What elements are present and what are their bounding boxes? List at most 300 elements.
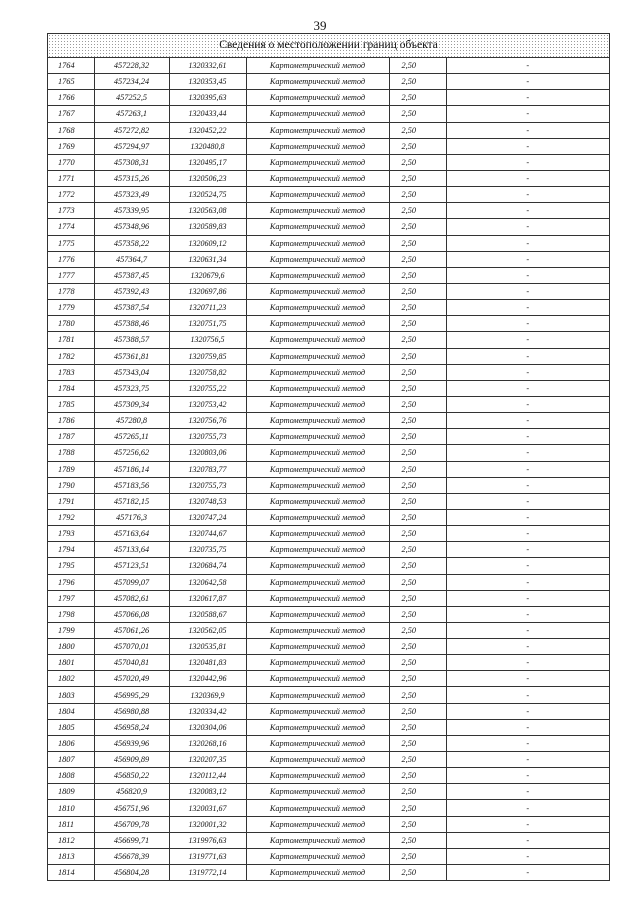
method-cell: Картометрический метод (246, 590, 389, 606)
table-row (48, 655, 609, 671)
table-row (48, 58, 609, 74)
y-coordinate-cell: 1320562,05 (169, 622, 246, 638)
method-cell: Картометрический метод (246, 639, 389, 655)
description-cell: - (446, 768, 609, 784)
method-cell: Картометрический метод (246, 493, 389, 509)
x-coordinate-cell: 457387,54 (94, 300, 169, 316)
description-cell: - (446, 848, 609, 864)
point-number-cell: 1811 (48, 816, 94, 832)
accuracy-cell: 2,50 (389, 170, 446, 186)
accuracy-cell: 2,50 (389, 429, 446, 445)
point-number-cell: 1803 (48, 687, 94, 703)
y-coordinate-cell: 1319976,63 (169, 832, 246, 848)
accuracy-cell: 2,50 (389, 203, 446, 219)
accuracy-cell: 2,50 (389, 235, 446, 251)
description-cell: - (446, 606, 609, 622)
y-coordinate-cell: 1320697,86 (169, 283, 246, 299)
table-row (48, 364, 609, 380)
table-row (48, 542, 609, 558)
table-row (48, 558, 609, 574)
y-coordinate-cell: 1320304,06 (169, 719, 246, 735)
method-cell: Картометрический метод (246, 800, 389, 816)
accuracy-cell: 2,50 (389, 784, 446, 800)
description-cell: - (446, 364, 609, 380)
method-cell: Картометрический метод (246, 848, 389, 864)
x-coordinate-cell: 456939,96 (94, 735, 169, 751)
point-number-cell: 1805 (48, 719, 94, 735)
method-cell: Картометрический метод (246, 332, 389, 348)
y-coordinate-cell: 1320481,83 (169, 655, 246, 671)
point-number-cell: 1775 (48, 235, 94, 251)
description-cell: - (446, 170, 609, 186)
x-coordinate-cell: 456820,9 (94, 784, 169, 800)
y-coordinate-cell: 1320207,35 (169, 752, 246, 768)
x-coordinate-cell: 457163,64 (94, 526, 169, 542)
accuracy-cell: 2,50 (389, 816, 446, 832)
point-number-cell: 1801 (48, 655, 94, 671)
y-coordinate-cell: 1320783,77 (169, 461, 246, 477)
table-row (48, 461, 609, 477)
table-row (48, 606, 609, 622)
point-number-cell: 1780 (48, 316, 94, 332)
table-row (48, 639, 609, 655)
method-cell: Картометрический метод (246, 138, 389, 154)
description-cell: - (446, 800, 609, 816)
x-coordinate-cell: 457061,26 (94, 622, 169, 638)
table-row (48, 122, 609, 138)
point-number-cell: 1785 (48, 396, 94, 412)
table-row (48, 138, 609, 154)
x-coordinate-cell: 457265,11 (94, 429, 169, 445)
x-coordinate-cell: 457272,82 (94, 122, 169, 138)
description-cell: - (446, 413, 609, 429)
accuracy-cell: 2,50 (389, 348, 446, 364)
accuracy-cell: 2,50 (389, 267, 446, 283)
point-number-cell: 1786 (48, 413, 94, 429)
accuracy-cell: 2,50 (389, 380, 446, 396)
y-coordinate-cell: 1320679,6 (169, 267, 246, 283)
method-cell: Картометрический метод (246, 445, 389, 461)
y-coordinate-cell: 1320480,8 (169, 138, 246, 154)
x-coordinate-cell: 457133,64 (94, 542, 169, 558)
y-coordinate-cell: 1320442,96 (169, 671, 246, 687)
description-cell: - (446, 542, 609, 558)
x-coordinate-cell: 457228,32 (94, 58, 169, 74)
accuracy-cell: 2,50 (389, 687, 446, 703)
table-row (48, 445, 609, 461)
description-cell: - (446, 493, 609, 509)
table-row (48, 106, 609, 122)
y-coordinate-cell: 1319771,63 (169, 848, 246, 864)
accuracy-cell: 2,50 (389, 316, 446, 332)
y-coordinate-cell: 1320001,32 (169, 816, 246, 832)
method-cell: Картометрический метод (246, 526, 389, 542)
accuracy-cell: 2,50 (389, 558, 446, 574)
y-coordinate-cell: 1320332,61 (169, 58, 246, 74)
description-cell: - (446, 461, 609, 477)
table-row (48, 316, 609, 332)
point-number-cell: 1794 (48, 542, 94, 558)
point-number-cell: 1797 (48, 590, 94, 606)
table-row (48, 574, 609, 590)
y-coordinate-cell: 1320755,22 (169, 380, 246, 396)
table-row (48, 187, 609, 203)
point-number-cell: 1799 (48, 622, 94, 638)
table-row (48, 622, 609, 638)
point-number-cell: 1808 (48, 768, 94, 784)
x-coordinate-cell: 457388,57 (94, 332, 169, 348)
method-cell: Картометрический метод (246, 413, 389, 429)
point-number-cell: 1773 (48, 203, 94, 219)
table-row (48, 300, 609, 316)
accuracy-cell: 2,50 (389, 364, 446, 380)
method-cell: Картометрический метод (246, 170, 389, 186)
table-row (48, 413, 609, 429)
x-coordinate-cell: 457294,97 (94, 138, 169, 154)
accuracy-cell: 2,50 (389, 542, 446, 558)
accuracy-cell: 2,50 (389, 283, 446, 299)
method-cell: Картометрический метод (246, 380, 389, 396)
description-cell: - (446, 316, 609, 332)
point-number-cell: 1790 (48, 477, 94, 493)
description-cell: - (446, 283, 609, 299)
table-row (48, 283, 609, 299)
x-coordinate-cell: 457348,96 (94, 219, 169, 235)
table-row (48, 90, 609, 106)
description-cell: - (446, 251, 609, 267)
accuracy-cell: 2,50 (389, 58, 446, 74)
y-coordinate-cell: 1320753,42 (169, 396, 246, 412)
x-coordinate-cell: 457176,3 (94, 509, 169, 525)
table-row (48, 671, 609, 687)
point-number-cell: 1792 (48, 509, 94, 525)
table-row (48, 348, 609, 364)
y-coordinate-cell: 1320803,06 (169, 445, 246, 461)
method-cell: Картометрический метод (246, 106, 389, 122)
method-cell: Картометрический метод (246, 461, 389, 477)
method-cell: Картометрический метод (246, 154, 389, 170)
table-row (48, 493, 609, 509)
table-row (48, 396, 609, 412)
description-cell: - (446, 90, 609, 106)
accuracy-cell: 2,50 (389, 752, 446, 768)
y-coordinate-cell: 1320759,85 (169, 348, 246, 364)
accuracy-cell: 2,50 (389, 574, 446, 590)
x-coordinate-cell: 456980,88 (94, 703, 169, 719)
y-coordinate-cell: 1320631,34 (169, 251, 246, 267)
description-cell: - (446, 832, 609, 848)
point-number-cell: 1764 (48, 58, 94, 74)
x-coordinate-cell: 457252,5 (94, 90, 169, 106)
x-coordinate-cell: 457183,56 (94, 477, 169, 493)
accuracy-cell: 2,50 (389, 671, 446, 687)
method-cell: Картометрический метод (246, 752, 389, 768)
table-row (48, 687, 609, 703)
description-cell: - (446, 735, 609, 751)
accuracy-cell: 2,50 (389, 154, 446, 170)
point-number-cell: 1768 (48, 122, 94, 138)
x-coordinate-cell: 457099,07 (94, 574, 169, 590)
description-cell: - (446, 445, 609, 461)
table-row (48, 590, 609, 606)
x-coordinate-cell: 457343,04 (94, 364, 169, 380)
y-coordinate-cell: 1320334,42 (169, 703, 246, 719)
table-row (48, 203, 609, 219)
description-cell: - (446, 816, 609, 832)
accuracy-cell: 2,50 (389, 300, 446, 316)
description-cell: - (446, 300, 609, 316)
point-number-cell: 1807 (48, 752, 94, 768)
y-coordinate-cell: 1320756,5 (169, 332, 246, 348)
method-cell: Картометрический метод (246, 509, 389, 525)
y-coordinate-cell: 1320524,75 (169, 187, 246, 203)
description-cell: - (446, 58, 609, 74)
y-coordinate-cell: 1320506,23 (169, 170, 246, 186)
method-cell: Картометрический метод (246, 348, 389, 364)
x-coordinate-cell: 457323,75 (94, 380, 169, 396)
description-cell: - (446, 509, 609, 525)
accuracy-cell: 2,50 (389, 493, 446, 509)
table-row (48, 219, 609, 235)
point-number-cell: 1814 (48, 865, 94, 881)
point-number-cell: 1789 (48, 461, 94, 477)
accuracy-cell: 2,50 (389, 832, 446, 848)
method-cell: Картометрический метод (246, 671, 389, 687)
accuracy-cell: 2,50 (389, 526, 446, 542)
point-number-cell: 1766 (48, 90, 94, 106)
point-number-cell: 1774 (48, 219, 94, 235)
method-cell: Картометрический метод (246, 122, 389, 138)
x-coordinate-cell: 456850,22 (94, 768, 169, 784)
method-cell: Картометрический метод (246, 300, 389, 316)
method-cell: Картометрический метод (246, 58, 389, 74)
description-cell: - (526, 868, 530, 878)
x-coordinate-cell: 457358,22 (94, 235, 169, 251)
method-cell: Картометрический метод (246, 235, 389, 251)
y-coordinate-cell: 1320748,53 (169, 493, 246, 509)
point-number-cell: 1769 (48, 138, 94, 154)
accuracy-cell: 2,50 (389, 461, 446, 477)
point-number-cell: 1781 (48, 332, 94, 348)
table-row (48, 735, 609, 751)
x-coordinate-cell: 457123,51 (94, 558, 169, 574)
method-cell: Картометрический метод (246, 267, 389, 283)
accuracy-cell: 2,50 (389, 655, 446, 671)
method-cell: Картометрический метод (246, 558, 389, 574)
x-coordinate-cell: 457186,14 (94, 461, 169, 477)
point-number-cell: 1771 (48, 170, 94, 186)
accuracy-cell: 2,50 (389, 106, 446, 122)
y-coordinate-cell: 1320031,67 (169, 800, 246, 816)
method-cell: Картометрический метод (246, 606, 389, 622)
point-number-cell: 1778 (48, 283, 94, 299)
method-cell: Картометрический метод (246, 816, 389, 832)
accuracy-cell: 2,50 (389, 590, 446, 606)
method-cell: Картометрический метод (246, 622, 389, 638)
y-coordinate-cell: 1319772,14 (169, 865, 246, 881)
description-cell: - (446, 348, 609, 364)
table-row (48, 526, 609, 542)
point-number-cell: 1798 (48, 606, 94, 622)
y-coordinate-cell: 1320588,67 (169, 606, 246, 622)
point-number-cell: 1770 (48, 154, 94, 170)
x-coordinate-cell: 456909,89 (94, 752, 169, 768)
table-row (48, 74, 609, 90)
y-coordinate-cell: 1320268,16 (169, 735, 246, 751)
description-cell: - (446, 74, 609, 90)
x-coordinate-cell: 457263,1 (94, 106, 169, 122)
method-cell: Картометрический метод (246, 703, 389, 719)
description-cell: - (446, 235, 609, 251)
description-cell: - (446, 477, 609, 493)
description-cell: - (446, 429, 609, 445)
table-row (48, 752, 609, 768)
table-row (48, 267, 609, 283)
x-coordinate-cell: 457070,01 (94, 639, 169, 655)
point-number-cell: 1787 (48, 429, 94, 445)
point-number-cell: 1784 (48, 380, 94, 396)
accuracy-cell: 2,50 (389, 445, 446, 461)
point-number-cell: 1800 (48, 639, 94, 655)
description-cell: - (446, 703, 609, 719)
y-coordinate-cell: 1320756,76 (169, 413, 246, 429)
description-cell: - (446, 380, 609, 396)
method-cell: Картометрический метод (246, 768, 389, 784)
x-coordinate-cell: 457082,61 (94, 590, 169, 606)
y-coordinate-cell: 1320535,81 (169, 639, 246, 655)
method-cell: Картометрический метод (246, 364, 389, 380)
method-cell: Картометрический метод (246, 687, 389, 703)
x-coordinate-cell: 456995,29 (94, 687, 169, 703)
y-coordinate-cell: 1320112,44 (169, 768, 246, 784)
x-coordinate-cell: 457364,7 (94, 251, 169, 267)
method-cell: Картометрический метод (246, 396, 389, 412)
accuracy-cell: 2,50 (389, 509, 446, 525)
point-number-cell: 1776 (48, 251, 94, 267)
description-cell: - (446, 622, 609, 638)
description-cell: - (446, 154, 609, 170)
accuracy-cell: 2,50 (389, 396, 446, 412)
coordinates-table (48, 58, 609, 880)
description-cell: - (446, 639, 609, 655)
description-cell: - (446, 719, 609, 735)
point-number-cell: 1782 (48, 348, 94, 364)
y-coordinate-cell: 1320684,74 (169, 558, 246, 574)
x-coordinate-cell: 457309,34 (94, 396, 169, 412)
description-cell: - (446, 396, 609, 412)
y-coordinate-cell: 1320452,22 (169, 122, 246, 138)
accuracy-cell: 2,50 (389, 639, 446, 655)
y-coordinate-cell: 1320369,9 (169, 687, 246, 703)
y-coordinate-cell: 1320609,12 (169, 235, 246, 251)
y-coordinate-cell: 1320083,12 (169, 784, 246, 800)
method-cell: Картометрический метод (246, 219, 389, 235)
point-number-cell: 1795 (48, 558, 94, 574)
y-coordinate-cell: 1320589,83 (169, 219, 246, 235)
point-number-cell: 1802 (48, 671, 94, 687)
x-coordinate-cell: 456678,39 (94, 848, 169, 864)
table-row (48, 154, 609, 170)
accuracy-cell: 2,50 (389, 768, 446, 784)
x-coordinate-cell: 456804,28 (94, 865, 169, 881)
table-row (48, 170, 609, 186)
x-coordinate-cell: 456958,24 (94, 719, 169, 735)
description-cell: - (446, 752, 609, 768)
y-coordinate-cell: 1320642,58 (169, 574, 246, 590)
accuracy-cell: 2,50 (389, 865, 446, 881)
method-cell: Картометрический метод (246, 574, 389, 590)
table-row (48, 865, 609, 881)
x-coordinate-cell: 456751,96 (94, 800, 169, 816)
method-cell: Картометрический метод (246, 655, 389, 671)
accuracy-cell: 2,50 (389, 735, 446, 751)
method-cell: Картометрический метод (246, 719, 389, 735)
page-number: 39 (313, 18, 327, 33)
point-number-cell: 1810 (48, 800, 94, 816)
table-row (48, 235, 609, 251)
description-cell: - (446, 784, 609, 800)
accuracy-cell: 2,50 (389, 413, 446, 429)
accuracy-cell: 2,50 (389, 187, 446, 203)
y-coordinate-cell: 1320758,82 (169, 364, 246, 380)
description-cell: - (446, 122, 609, 138)
y-coordinate-cell: 1320617,87 (169, 590, 246, 606)
point-number-cell: 1777 (48, 267, 94, 283)
point-number-cell: 1809 (48, 784, 94, 800)
accuracy-cell: 2,50 (389, 800, 446, 816)
x-coordinate-cell: 457323,49 (94, 187, 169, 203)
description-cell: - (446, 590, 609, 606)
method-cell: Картометрический метод (246, 74, 389, 90)
x-coordinate-cell: 457280,8 (94, 413, 169, 429)
x-coordinate-cell: 457387,45 (94, 267, 169, 283)
y-coordinate-cell: 1320711,23 (169, 300, 246, 316)
accuracy-cell: 2,50 (389, 90, 446, 106)
accuracy-cell: 2,50 (389, 251, 446, 267)
point-number-cell: 1812 (48, 832, 94, 848)
description-cell: - (446, 106, 609, 122)
description-cell: - (446, 187, 609, 203)
point-number-cell: 1813 (48, 848, 94, 864)
x-coordinate-cell: 457066,08 (94, 606, 169, 622)
accuracy-cell: 2,50 (389, 848, 446, 864)
y-coordinate-cell: 1320744,67 (169, 526, 246, 542)
description-cell: - (446, 526, 609, 542)
method-cell: Картометрический метод (246, 477, 389, 493)
x-coordinate-cell: 457182,15 (94, 493, 169, 509)
x-coordinate-cell: 457392,43 (94, 283, 169, 299)
y-coordinate-cell: 1320353,45 (169, 74, 246, 90)
accuracy-cell: 2,50 (389, 606, 446, 622)
table-row (48, 332, 609, 348)
method-cell: Картометрический метод (246, 283, 389, 299)
table-row (48, 380, 609, 396)
method-cell: Картометрический метод (246, 203, 389, 219)
y-coordinate-cell: 1320495,17 (169, 154, 246, 170)
x-coordinate-cell: 457256,62 (94, 445, 169, 461)
y-coordinate-cell: 1320747,24 (169, 509, 246, 525)
x-coordinate-cell: 457020,49 (94, 671, 169, 687)
table-row (48, 477, 609, 493)
description-cell: - (446, 138, 609, 154)
description-cell: - (446, 574, 609, 590)
accuracy-cell: 2,50 (389, 703, 446, 719)
description-cell: - (446, 687, 609, 703)
x-coordinate-cell: 457308,31 (94, 154, 169, 170)
point-number-cell: 1783 (48, 364, 94, 380)
accuracy-cell: 2,50 (389, 719, 446, 735)
table-row (48, 719, 609, 735)
